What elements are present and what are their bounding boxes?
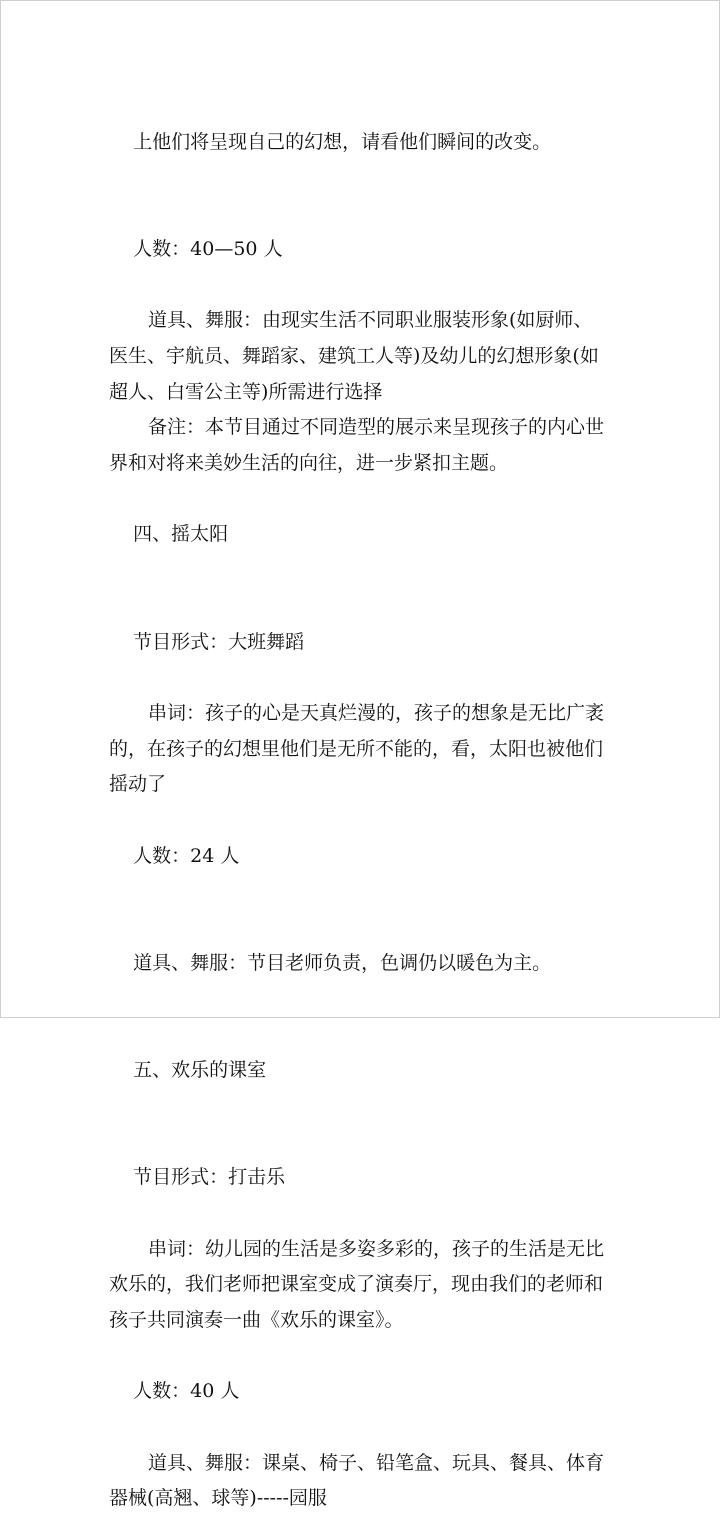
paragraph-headcount-2 <box>109 803 619 910</box>
text-line: 节目形式：打击乐 <box>133 1166 286 1189</box>
text-line: 界和对将来美妙生活的向往，进一步紧扣主题。 <box>109 452 509 475</box>
paragraph-program-form-1 <box>109 589 619 696</box>
paragraph-host-script-2 <box>109 1232 619 1339</box>
text-line: 上他们将呈现自己的幻想，请看他们瞬间的改变。 <box>133 130 552 153</box>
text-line: 道具、舞服：由现实生活不同职业服装形象(如厨师、 <box>148 309 593 332</box>
paragraph-props-costumes-3 <box>109 1446 619 1517</box>
text-line: 节目形式：大班舞蹈 <box>133 630 305 653</box>
text-line: 四、摇太阳 <box>133 523 229 546</box>
text-line: 人数：24 人 <box>133 844 240 867</box>
paragraph-program-form-2 <box>109 1124 619 1231</box>
text-line: 超人、白雪公主等)所需进行选择 <box>109 380 383 403</box>
section-heading-shake-the-sun <box>109 482 619 589</box>
paragraph-headcount-1 <box>109 196 619 303</box>
text-line: 孩子共同演奏一曲《欢乐的课室》。 <box>109 1308 404 1331</box>
text-line: 器械(高翘、球等)-----园服 <box>109 1487 327 1510</box>
paragraph-fantasy-intro-end <box>109 89 619 196</box>
text-line: 人数：40 人 <box>133 1380 240 1403</box>
text-line: 道具、舞服：节目老师负责，色调仍以暖色为主。 <box>133 951 552 974</box>
text-line: 医生、宇航员、舞蹈家、建筑工人等)及幼儿的幻想形象(如 <box>109 344 599 367</box>
text-line: 道具、舞服：课桌、椅子、铅笔盒、玩具、餐具、体育 <box>148 1451 605 1474</box>
paragraph-props-costumes-1 <box>109 303 619 410</box>
text-line: 的，在孩子的幻想里他们是无所不能的，看，太阳也被他们 <box>109 737 604 760</box>
paragraph-host-script-1 <box>109 696 619 803</box>
text-line: 串词：孩子的心是天真烂漫的，孩子的想象是无比广袤 <box>148 701 605 724</box>
text-line: 串词：幼儿园的生活是多姿多彩的，孩子的生活是无比 <box>148 1237 605 1260</box>
text-line: 备注：本节目通过不同造型的展示来呈现孩子的内心世 <box>148 416 605 439</box>
text-line: 人数：40—50 人 <box>133 237 283 260</box>
paragraph-props-costumes-2 <box>109 910 619 1017</box>
text-line: 五、欢乐的课室 <box>133 1058 267 1081</box>
section-heading-happy-classroom <box>109 1017 619 1124</box>
text-line: 欢乐的，我们老师把课室变成了演奏厅，现由我们的老师和 <box>109 1273 604 1296</box>
text-line: 摇动了 <box>109 773 167 796</box>
paragraph-headcount-3 <box>109 1339 619 1446</box>
document-body <box>109 89 619 1517</box>
paragraph-remarks <box>109 410 619 481</box>
